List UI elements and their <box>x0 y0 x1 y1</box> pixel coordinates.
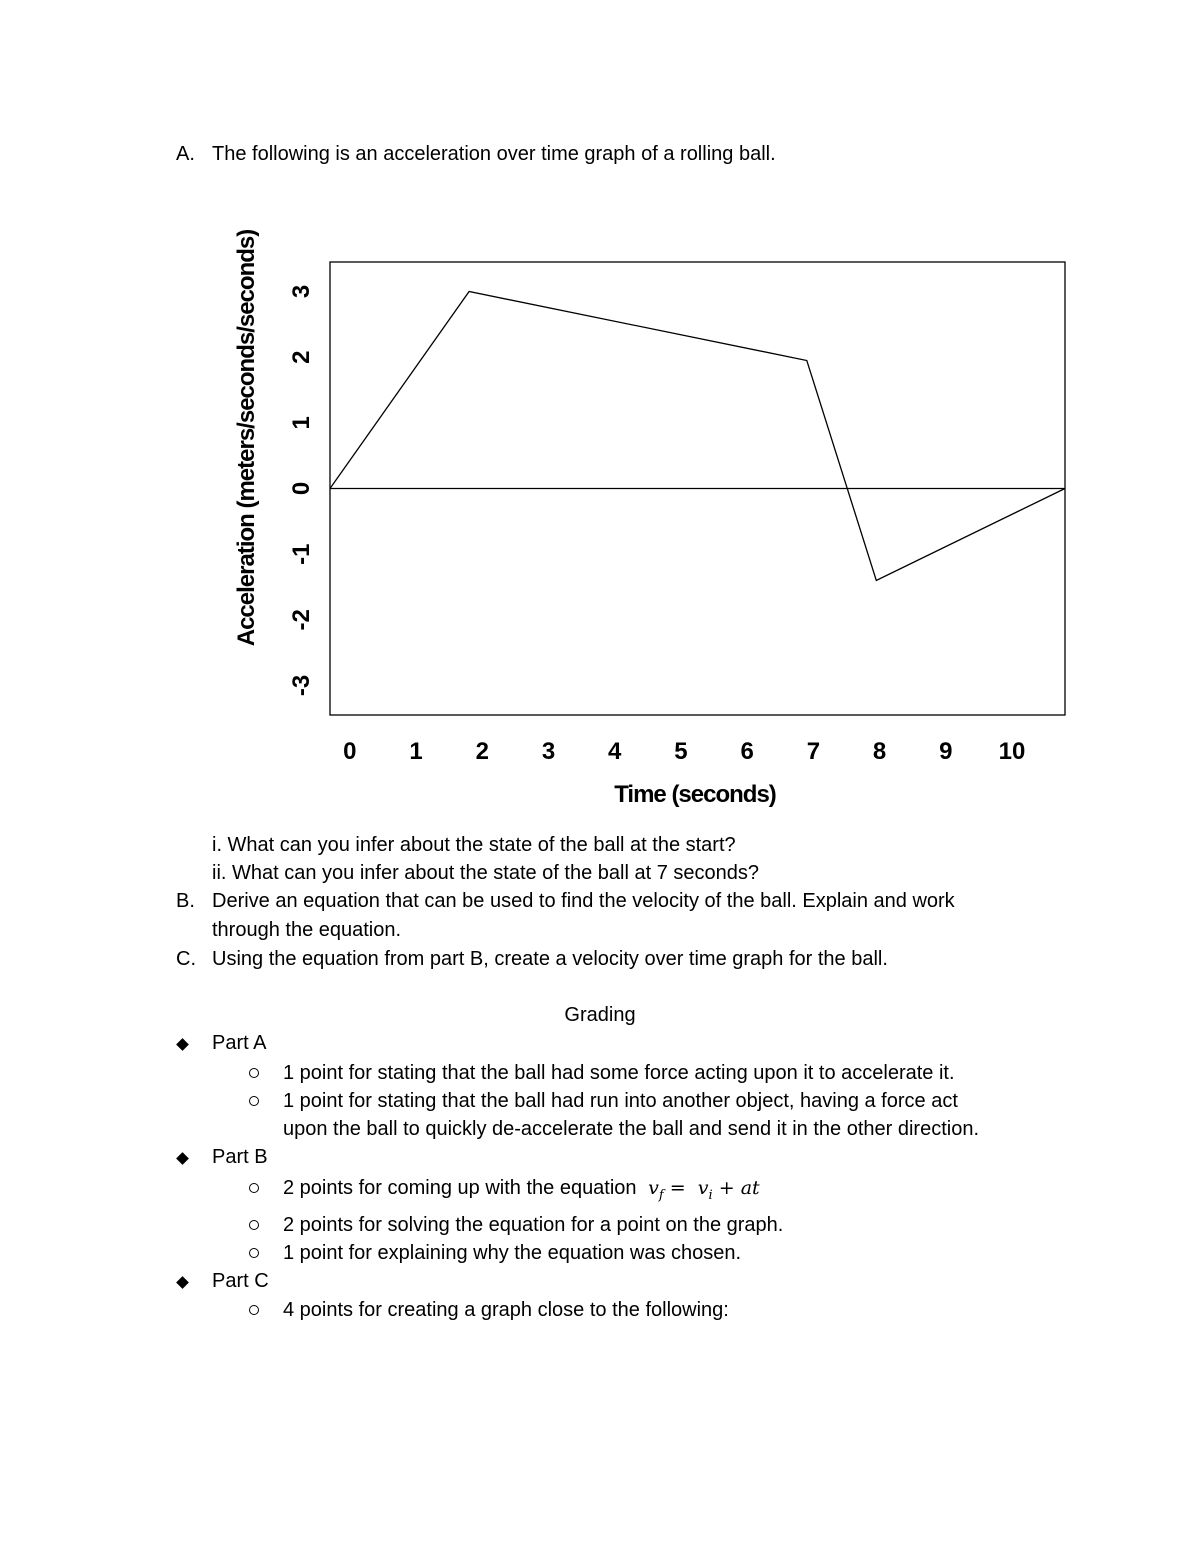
x-tick-label: 7 <box>806 738 821 765</box>
bullet-icon <box>176 1038 189 1051</box>
grading-b-item-2: 2 points for solving the equation for a point on the graph. <box>283 1214 784 1236</box>
x-axis-label: Time (seconds) <box>614 781 776 808</box>
part-a-label: A. <box>176 143 195 165</box>
x-tick-label: 5 <box>674 738 688 765</box>
circle-bullet-icon <box>249 1068 259 1078</box>
y-tick-labels <box>288 285 315 696</box>
x-tick-labels <box>343 738 1025 765</box>
acceleration-series-line <box>330 292 1065 581</box>
circle-bullet-icon <box>249 1248 259 1258</box>
grading-b-item-3: 1 point for explaining why the equation was chosen. <box>283 1242 742 1264</box>
x-tick-label: 1 <box>409 738 423 765</box>
x-tick-label: 6 <box>740 738 754 765</box>
part-a-text: The following is an acceleration over time graph of a rolling ball. <box>212 143 776 165</box>
question-i: i. What can you infer about the state of the ball at the start? <box>212 834 736 856</box>
y-tick-label: -1 <box>288 543 315 565</box>
circle-bullet-icon <box>249 1096 259 1106</box>
bullet-icon <box>176 1152 189 1165</box>
part-c-text: Using the equation from part B, create a velocity over time graph for the ball. <box>212 948 888 970</box>
grading-part-a: Part A <box>212 1032 267 1054</box>
part-b-line2: through the equation. <box>212 919 402 941</box>
y-tick-label: 0 <box>288 481 315 496</box>
velocity-equation: $v_f = v_i$ + at <box>648 1177 760 1203</box>
circle-bullet-icon <box>249 1220 259 1230</box>
x-tick-label: 9 <box>939 738 953 765</box>
x-tick-label: 4 <box>608 738 622 765</box>
y-tick-label: -3 <box>288 674 315 697</box>
part-b-label: B. <box>176 890 195 912</box>
x-tick-label: 0 <box>343 738 357 765</box>
question-ii: ii. What can you infer about the state of the ball at 7 seconds? <box>212 862 760 884</box>
y-tick-label: 1 <box>288 416 315 430</box>
x-tick-label: 10 <box>998 738 1026 765</box>
bullet-icon <box>176 1276 189 1289</box>
grading-part-b: Part B <box>212 1146 268 1168</box>
x-tick-label: 8 <box>872 738 887 765</box>
grading-a-item-2: 1 point for stating that the ball had run into another object, having a force act <box>283 1090 958 1112</box>
x-tick-label: 2 <box>475 738 489 765</box>
grading-b-item-1 <box>283 1174 760 1210</box>
y-axis-label: Acceleration (meters/seconds/seconds) <box>233 229 260 647</box>
y-tick-label: -2 <box>288 609 315 631</box>
circle-bullet-icon <box>249 1183 259 1193</box>
part-b-line1: Derive an equation that can be used to find the velocity of the ball. Explain and work <box>212 890 955 912</box>
grading-part-c: Part C <box>212 1270 269 1292</box>
grading-title: Grading <box>564 1004 636 1026</box>
grading-a-item-2-cont: upon the ball to quickly de-accelerate the ball and send it in the other direction. <box>283 1118 979 1140</box>
grading-b-item-1-text: 2 points for coming up with the equation <box>283 1177 637 1199</box>
circle-bullet-icon <box>249 1305 259 1315</box>
x-tick-label: 3 <box>541 738 556 765</box>
grading-a-item-1: 1 point for stating that the ball had some force acting upon it to accelerate it. <box>283 1062 955 1084</box>
grading-c-item-1: 4 points for creating a graph close to the following: <box>283 1299 729 1321</box>
y-tick-label: 2 <box>288 350 315 364</box>
y-tick-label: 3 <box>288 284 315 299</box>
part-c-label: C. <box>176 948 196 970</box>
